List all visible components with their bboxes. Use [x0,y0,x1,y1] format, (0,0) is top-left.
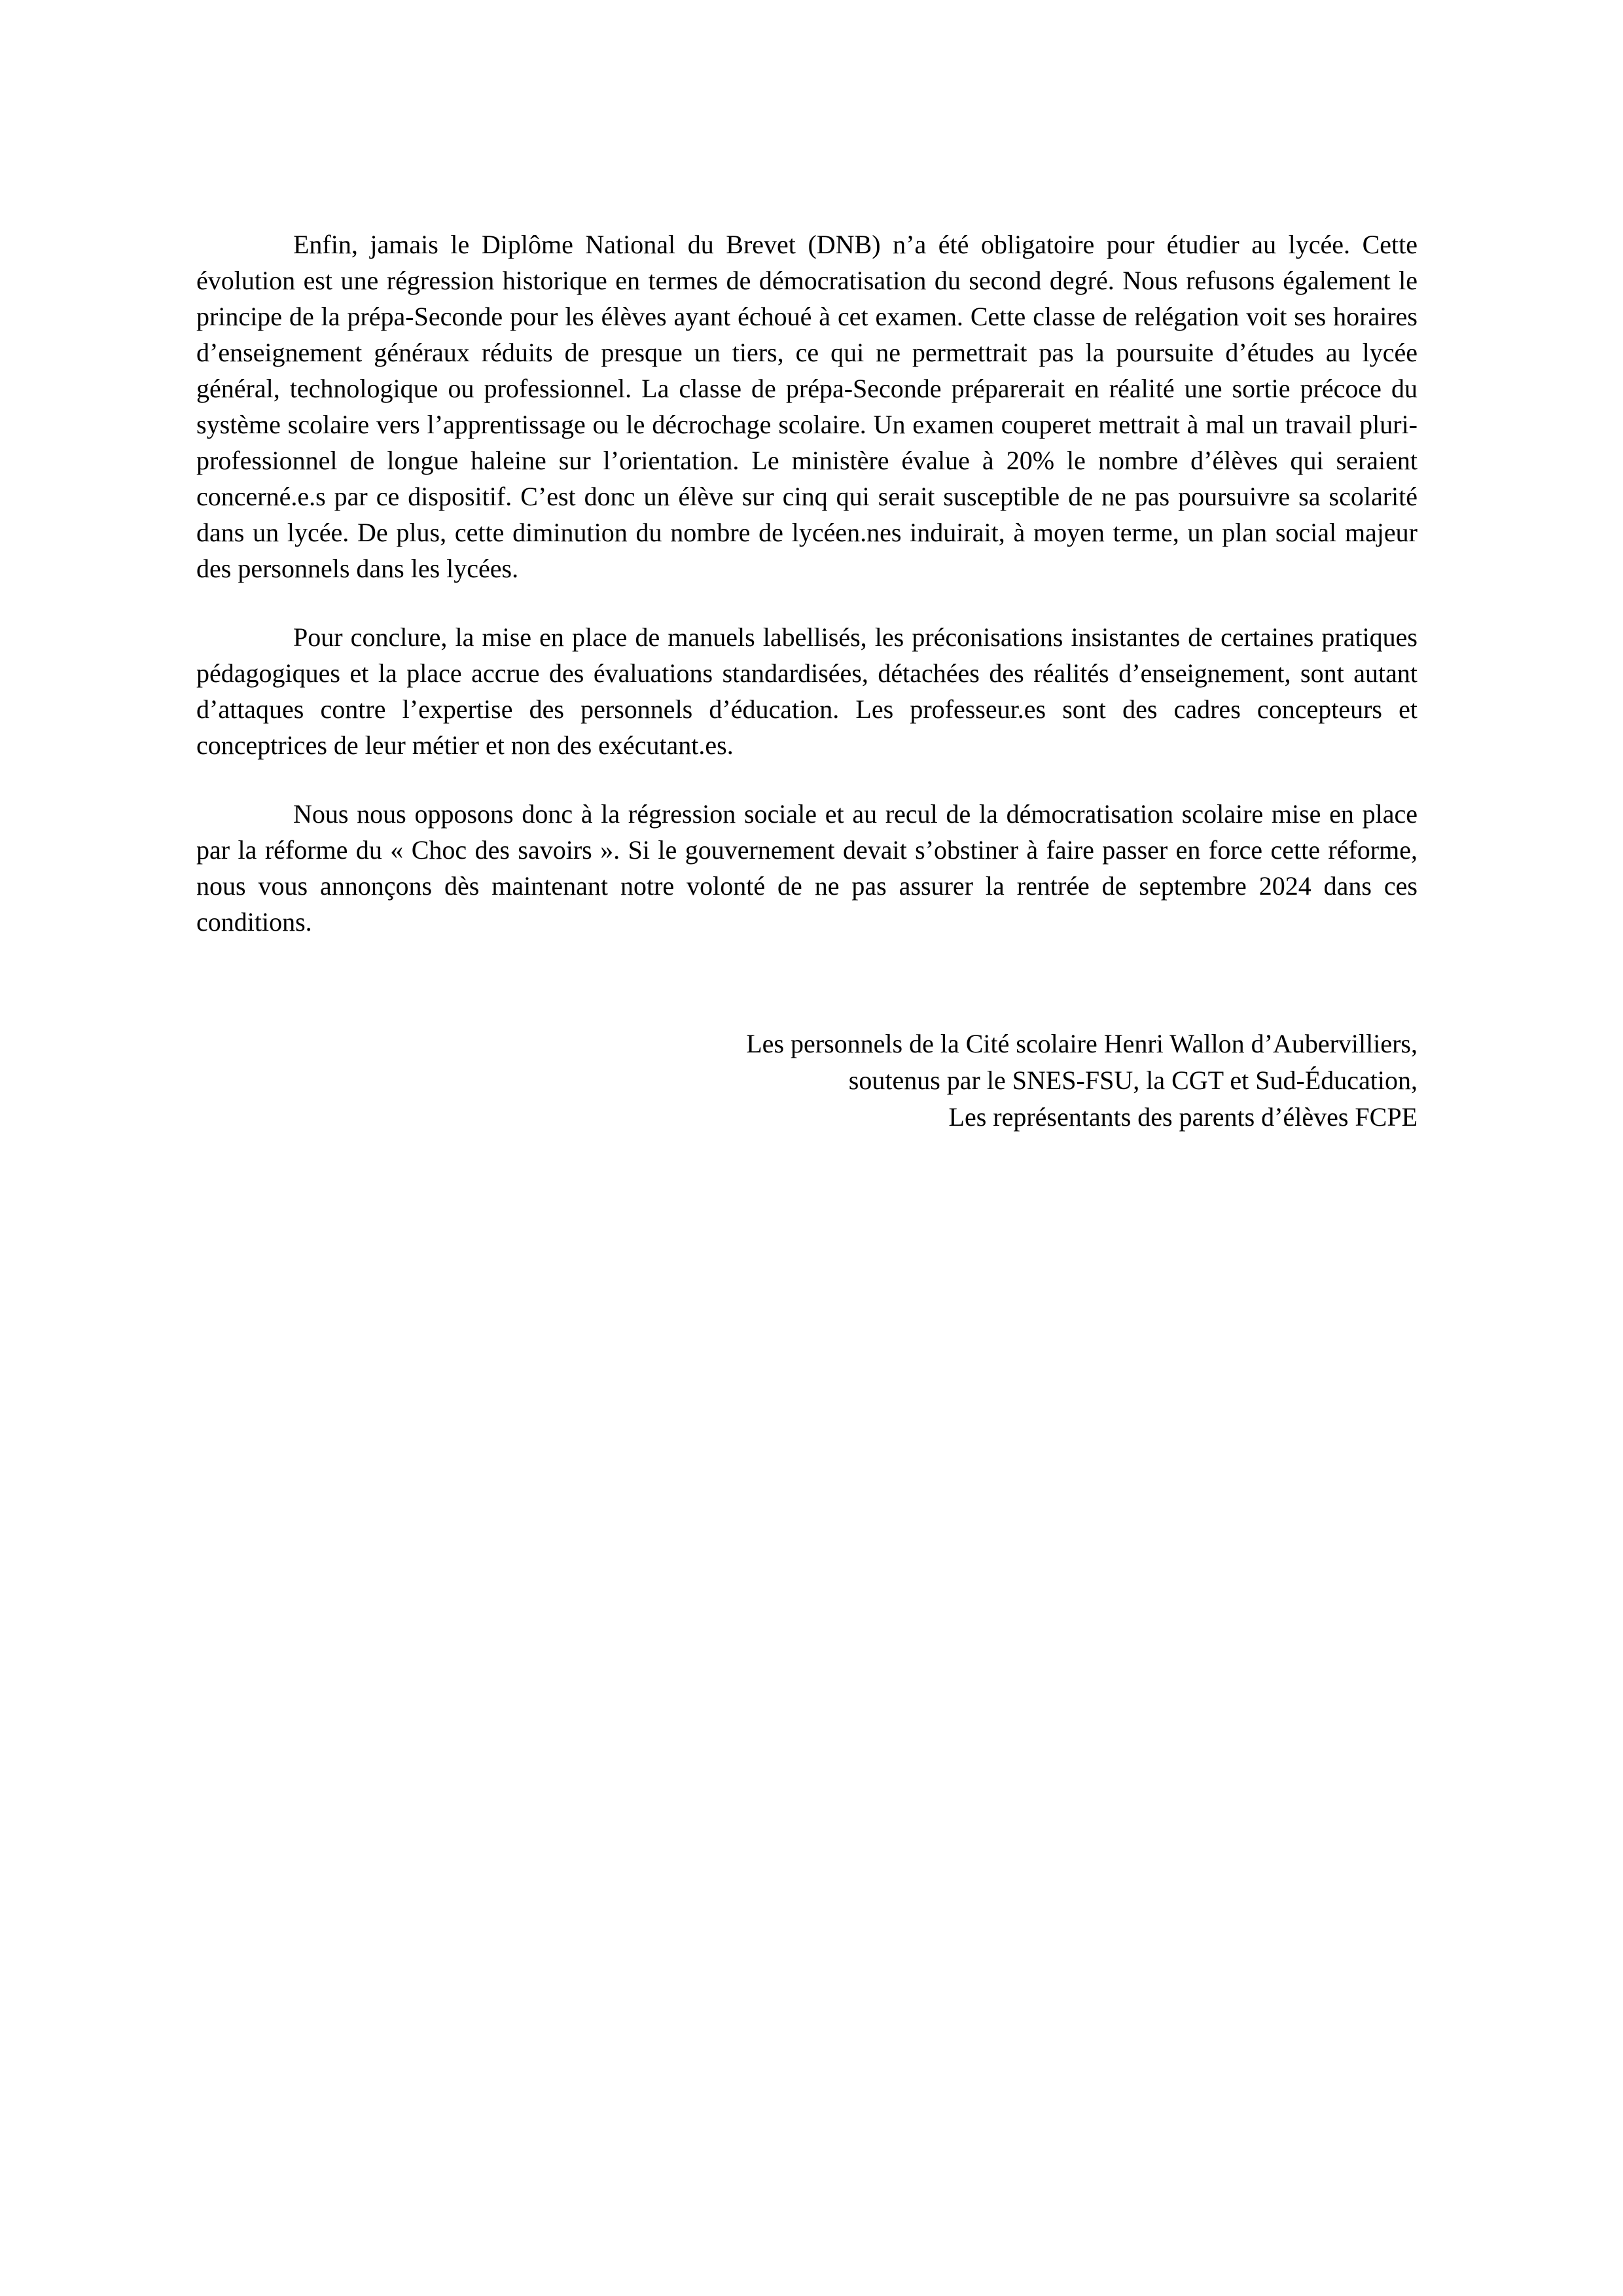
signature-block [746,1026,1418,1136]
paragraph-dnb-prepa-seconde: Enfin, jamais le Diplôme National du Brevet (DNB) n’a été obligatoire pour étudier au lycée. Cette évolution est une régression historique en termes de démocratisation du second degré. Nous refusons également le principe de la prépa-Seconde pour les élèves ayant échoué à cet examen. Cette classe de relégation voit ses horaires d’enseignement généraux réduits de presque un tiers, ce qui ne permettrait pas la poursuite d’études au lycée général, technologique ou professionnel. La classe de prépa-Seconde préparerait en réalité une sortie précoce du système scolaire vers l’apprentissage ou le décrochage scolaire. Un examen couperet mettrait à mal un travail pluri-professionnel de longue haleine sur l’orientation. Le ministère évalue à 20% le nombre d’élèves qui seraient concerné.e.s par ce dispositif. C’est donc un élève sur cinq qui serait susceptible de ne pas poursuivre sa scolarité dans un lycée. De plus, cette diminution du nombre de lycéen.nes induirait, à moyen terme, un plan social majeur des personnels dans les lycées. [196,230,1418,583]
paragraph-conclusion: Pour conclure, la mise en place de manuels labellisés, les préconisations insistantes de certaines pratiques pédagogiques et la place accrue des évaluations standardisées, détachées des réalités d’enseignement, sont autant d’attaques contre l’expertise des personnels d’éducation. Les professeur.es sont des cadres concepteurs et conceptrices de leur métier et non des exécutant.es. [196,622,1418,760]
signature-line-unions: soutenus par le SNES-FSU, la CGT et Sud-Éducation, [848,1066,1418,1095]
signature-line-parents: Les représentants des parents d’élèves FCPE [948,1102,1418,1132]
signature-line-personnels: Les personnels de la Cité scolaire Henri Wallon d’Aubervilliers, [746,1029,1418,1058]
paragraph-opposition: Nous nous opposons donc à la régression sociale et au recul de la démocratisation scolaire mise en place par la réforme du « Choc des savoirs ». Si le gouvernement devait s’obstiner à faire passer en force cette réforme, nous vous annonçons dès maintenant notre volonté de ne pas assurer la rentrée de septembre 2024 dans ces conditions. [196,799,1418,937]
letter-body [196,226,1418,973]
